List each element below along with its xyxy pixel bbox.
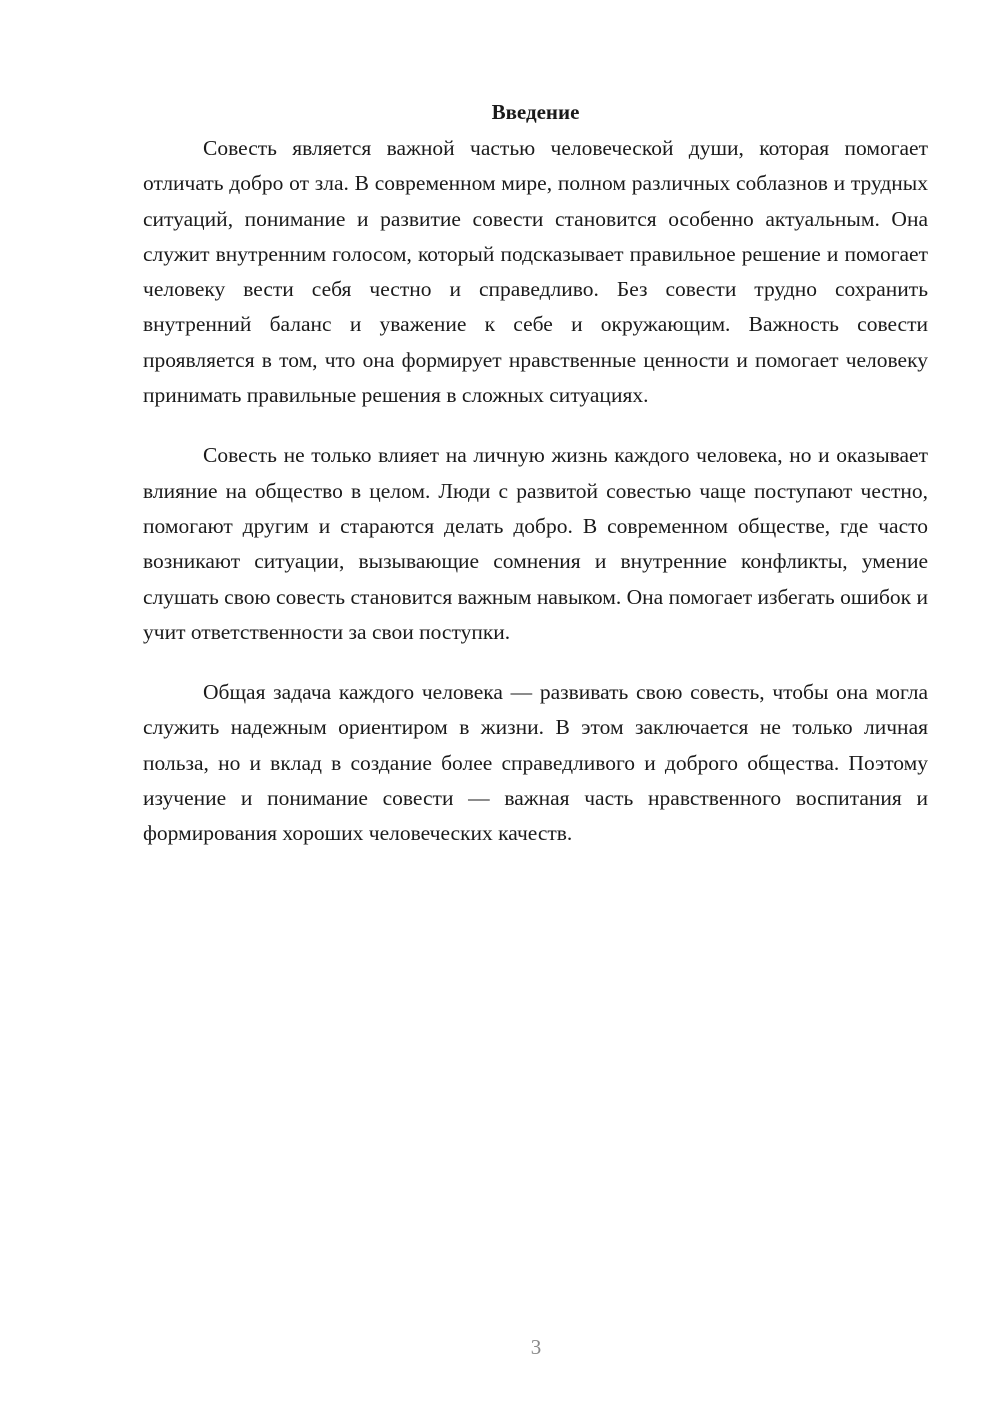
paragraph-1: Совесть является важной частью человеческой души, которая помогает отличать добро от зла. В современном мире, полном различных соблазнов и трудных ситуаций, понимание и развитие совести становится особенно актуальным. Она служит внутренним голосом, который подсказывает правильное решение и помогает человеку вести себя честно и справедливо. Без совести трудно сохранить внутренний баланс и уважение к себе и окружающим. Важность совести проявляется в том, что она формирует нравственные ценности и помогает человеку принимать правильные решения в сложных ситуациях. <box>143 136 928 408</box>
paragraph-3: Общая задача каждого человека — развивать свою совесть, чтобы она могла служить надежным ориентиром в жизни. В этом заключается не только личная польза, но и вклад в создание более справедливого и доброго общества. Поэтому изучение и понимание совести — важная часть нравственного воспитания и формирования хороших человеческих качеств. <box>143 680 928 846</box>
paragraph-2: Совесть не только влияет на личную жизнь каждого человека, но и оказывает влияние на общество в целом. Люди с развитой совестью чаще поступают честно, помогают другим и стараются делать добро. В современном обществе, где часто возникают ситуации, вызывающие сомнения и внутренние конфликты, умение слушать свою совесть становится важным навыком. Она помогает избегать ошибок и учит ответственности за свои поступки. <box>143 443 928 644</box>
page-number: 3 <box>530 1335 542 1359</box>
section-title: Введение <box>491 100 580 124</box>
page-content <box>143 95 928 877</box>
